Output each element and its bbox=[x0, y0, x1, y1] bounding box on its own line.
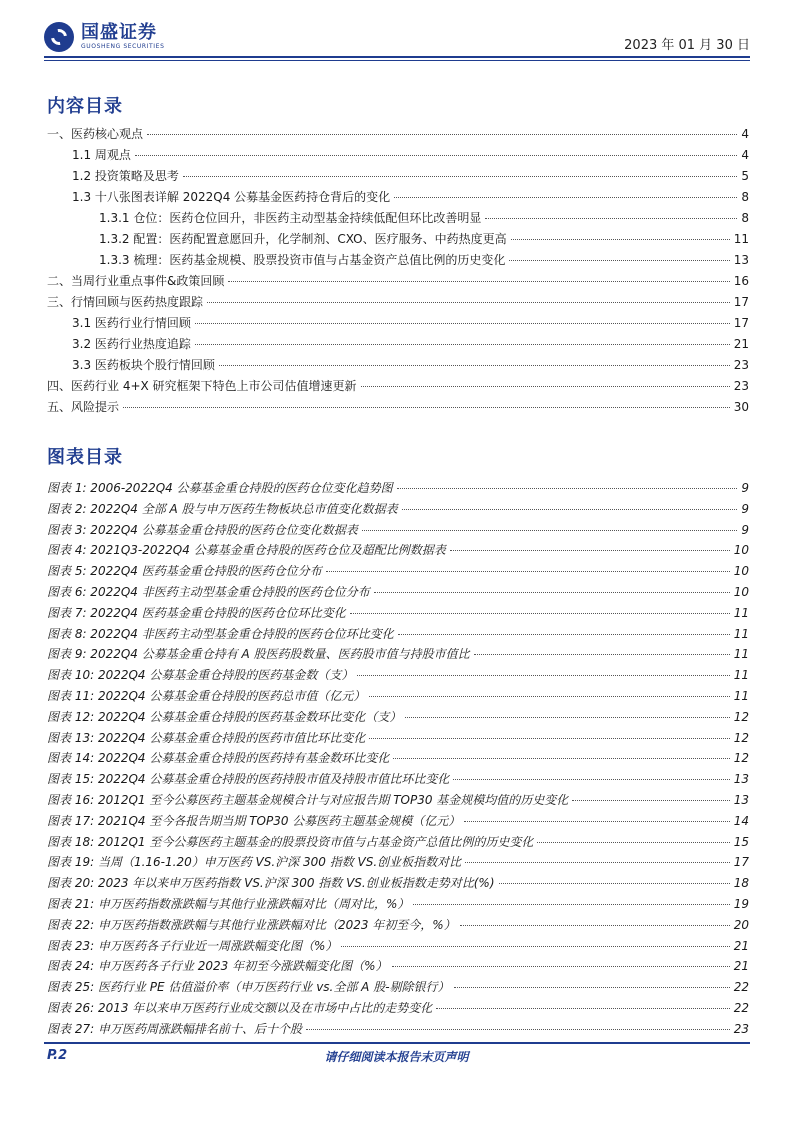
contents-entry-page: 13 bbox=[733, 253, 749, 267]
dot-leader bbox=[219, 365, 730, 366]
logo-icon bbox=[44, 22, 74, 52]
dot-leader bbox=[499, 883, 730, 884]
figure-entry[interactable] bbox=[47, 769, 749, 790]
dot-leader bbox=[147, 134, 737, 135]
company-logo bbox=[44, 22, 164, 52]
footer-rule bbox=[44, 1042, 750, 1044]
figure-entry-page: 23 bbox=[733, 1021, 749, 1036]
dot-leader bbox=[465, 862, 730, 863]
figure-entry-text: 图表 18: 2012Q1 至今公募医药主题基金的股票投资市值与占基金资产总值比例的历史变化 bbox=[47, 832, 535, 853]
figure-entry-page: 22 bbox=[733, 980, 749, 995]
dot-leader bbox=[135, 155, 737, 156]
contents-entry-text: 1.2 投资策略及思考 bbox=[72, 166, 181, 187]
contents-entry[interactable] bbox=[47, 187, 749, 208]
figure-entry-page: 11 bbox=[733, 626, 749, 641]
figure-entry[interactable] bbox=[47, 686, 749, 707]
figure-entry-page: 10 bbox=[733, 543, 749, 558]
report-date: 2023 年 01 月 30 日 bbox=[624, 38, 750, 53]
figure-entry[interactable] bbox=[47, 790, 749, 811]
contents-entry[interactable] bbox=[47, 166, 749, 187]
figure-entry-page: 11 bbox=[733, 605, 749, 620]
dot-leader bbox=[474, 654, 730, 655]
contents-entry-text: 1.3.1 仓位：医药仓位回升，非医药主动型基金持续低配但环比改善明显 bbox=[99, 208, 483, 229]
figure-entry[interactable] bbox=[47, 956, 749, 977]
disclaimer-text: 请仔细阅读本报告末页声明 bbox=[324, 1050, 469, 1064]
contents-entry-text: 五、风险提示 bbox=[47, 397, 121, 418]
figure-entry-page: 10 bbox=[733, 584, 749, 599]
page-number: P.2 bbox=[47, 1048, 68, 1063]
figure-entry-text: 图表 22: 申万医药指数涨跌幅与其他行业涨跌幅对比（2023 年初至今，%） bbox=[47, 915, 458, 936]
figure-entry[interactable] bbox=[47, 873, 749, 894]
contents-entry[interactable] bbox=[47, 292, 749, 313]
contents-entry[interactable] bbox=[47, 376, 749, 397]
contents-list bbox=[47, 124, 749, 418]
contents-entry-text: 3.3 医药板块个股行情回顾 bbox=[72, 355, 217, 376]
figure-entry[interactable] bbox=[47, 499, 749, 520]
figure-entry-page: 18 bbox=[733, 876, 749, 891]
figure-entry[interactable] bbox=[47, 665, 749, 686]
logo-name-cn: 国盛证券 bbox=[81, 22, 157, 43]
figure-entry-text: 图表 17: 2021Q4 至今各报告期当期 TOP30 公募医药主题基金规模（亿元） bbox=[47, 811, 462, 832]
dot-leader bbox=[361, 386, 730, 387]
figure-entry-page: 11 bbox=[733, 688, 749, 703]
figure-entry-page: 17 bbox=[733, 855, 749, 870]
dot-leader bbox=[392, 966, 730, 967]
contents-entry-page: 23 bbox=[733, 379, 749, 393]
dot-leader bbox=[460, 925, 730, 926]
figure-entry[interactable] bbox=[47, 1019, 749, 1040]
figure-entry-page: 12 bbox=[733, 730, 749, 745]
figure-entry-text: 图表 4: 2021Q3-2022Q4 公募基金重仓持股的医药仓位及超配比例数据表 bbox=[47, 540, 448, 561]
contents-entry-page: 23 bbox=[733, 358, 749, 372]
dot-leader bbox=[183, 176, 737, 177]
contents-entry-page: 8 bbox=[741, 211, 749, 225]
figure-entry[interactable] bbox=[47, 644, 749, 665]
figure-entry-text: 图表 12: 2022Q4 公募基金重仓持股的医药基金数环比变化（支） bbox=[47, 707, 403, 728]
figure-entry-page: 21 bbox=[733, 959, 749, 974]
figure-entry-text: 图表 15: 2022Q4 公募基金重仓持股的医药持股市值及持股市值比环比变化 bbox=[47, 769, 451, 790]
contents-entry-page: 4 bbox=[741, 148, 749, 162]
figure-entry-text: 图表 10: 2022Q4 公募基金重仓持股的医药基金数（支） bbox=[47, 665, 355, 686]
figure-entry-text: 图表 21: 申万医药指数涨跌幅与其他行业涨跌幅对比（周对比，%） bbox=[47, 894, 411, 915]
figure-entry[interactable] bbox=[47, 540, 749, 561]
contents-entry-text: 3.2 医药行业热度追踪 bbox=[72, 334, 193, 355]
dot-leader bbox=[397, 488, 738, 489]
contents-entry-page: 21 bbox=[733, 337, 749, 351]
figure-entry[interactable] bbox=[47, 748, 749, 769]
figure-entry-text: 图表 16: 2012Q1 至今公募医药主题基金规模合计与对应报告期 TOP30 基金规模均值的历史变化 bbox=[47, 790, 570, 811]
dot-leader bbox=[195, 344, 730, 345]
header-rule-thin bbox=[44, 60, 750, 61]
contents-entry[interactable] bbox=[47, 229, 749, 250]
dot-leader bbox=[357, 675, 729, 676]
figure-entry-page: 13 bbox=[733, 772, 749, 787]
figure-entry-text: 图表 26: 2013 年以来申万医药行业成交额以及在市场中占比的走势变化 bbox=[47, 998, 434, 1019]
contents-entry-text: 1.3.3 梳理：医药基金规模、股票投资市值与占基金资产总值比例的历史变化 bbox=[99, 250, 507, 271]
figure-entry-text: 图表 13: 2022Q4 公募基金重仓持股的医药市值比环比变化 bbox=[47, 728, 367, 749]
figure-entry-page: 13 bbox=[733, 792, 749, 807]
figure-entry-text: 图表 20: 2023 年以来申万医药指数 VS.沪深 300 指数 VS.创业板指数走势对比(%) bbox=[47, 873, 497, 894]
dot-leader bbox=[398, 634, 730, 635]
dot-leader bbox=[464, 821, 729, 822]
figure-entry[interactable] bbox=[47, 977, 749, 998]
figure-entry-text: 图表 25: 医药行业 PE 估值溢价率（申万医药行业 vs.全部 A 股-剔除银行） bbox=[47, 977, 452, 998]
figure-entry-page: 12 bbox=[733, 709, 749, 724]
figure-entry-text: 图表 23: 申万医药各子行业近一周涨跌幅变化图（%） bbox=[47, 936, 339, 957]
contents-entry[interactable] bbox=[47, 355, 749, 376]
logo-name-en: GUOSHENG SECURITIES bbox=[81, 43, 165, 50]
contents-entry-text: 1.1 周观点 bbox=[72, 145, 133, 166]
figures-title: 图表目录 bbox=[47, 447, 123, 468]
contents-entry[interactable] bbox=[47, 124, 749, 145]
figure-entry-text: 图表 7: 2022Q4 医药基金重仓持股的医药仓位环比变化 bbox=[47, 603, 348, 624]
figure-entry-text: 图表 1: 2006-2022Q4 公募基金重仓持股的医药仓位变化趋势图 bbox=[47, 478, 395, 499]
figure-entry-text: 图表 27: 申万医药周涨跌幅排名前十、后十个股 bbox=[47, 1019, 304, 1040]
contents-entry-text: 3.1 医药行业行情回顾 bbox=[72, 313, 193, 334]
dot-leader bbox=[511, 239, 730, 240]
figure-entry-page: 20 bbox=[733, 917, 749, 932]
figure-entry[interactable] bbox=[47, 707, 749, 728]
figure-entry[interactable] bbox=[47, 936, 749, 957]
figure-entry[interactable] bbox=[47, 582, 749, 603]
dot-leader bbox=[393, 758, 729, 759]
dot-leader bbox=[228, 281, 729, 282]
figure-entry-text: 图表 9: 2022Q4 公募基金重仓持有 A 股医药股数量、医药股市值与持股市值比 bbox=[47, 644, 472, 665]
figure-entry-page: 9 bbox=[741, 522, 749, 537]
dot-leader bbox=[405, 717, 729, 718]
contents-entry-page: 4 bbox=[741, 127, 749, 141]
dot-leader bbox=[374, 592, 730, 593]
dot-leader bbox=[402, 509, 738, 510]
figure-entry[interactable] bbox=[47, 561, 749, 582]
figure-entry-text: 图表 6: 2022Q4 非医药主动型基金重仓持股的医药仓位分布 bbox=[47, 582, 372, 603]
contents-entry[interactable] bbox=[47, 397, 749, 418]
dot-leader bbox=[369, 696, 729, 697]
dot-leader bbox=[123, 407, 730, 408]
contents-title: 内容目录 bbox=[47, 96, 123, 117]
contents-entry-text: 二、当周行业重点事件&政策回顾 bbox=[47, 271, 226, 292]
contents-entry-text: 1.3 十八张图表详解 2022Q4 公募基金医药持仓背后的变化 bbox=[72, 187, 392, 208]
figure-entry-page: 9 bbox=[741, 481, 749, 495]
contents-entry[interactable] bbox=[47, 250, 749, 271]
dot-leader bbox=[306, 1029, 730, 1030]
contents-entry-page: 17 bbox=[733, 316, 749, 330]
figure-entry-text: 图表 8: 2022Q4 非医药主动型基金重仓持股的医药仓位环比变化 bbox=[47, 624, 396, 645]
contents-entry-page: 11 bbox=[733, 232, 749, 246]
contents-entry-page: 5 bbox=[741, 169, 749, 183]
contents-entry-text: 一、医药核心观点 bbox=[47, 124, 145, 145]
figure-entry-page: 9 bbox=[741, 501, 749, 516]
header-rule-thick bbox=[44, 56, 750, 58]
contents-entry-page: 8 bbox=[741, 190, 749, 204]
dot-leader bbox=[454, 987, 730, 988]
dot-leader bbox=[413, 904, 729, 905]
figure-entry-text: 图表 2: 2022Q4 全部 A 股与申万医药生物板块总市值变化数据表 bbox=[47, 499, 400, 520]
contents-entry[interactable] bbox=[47, 313, 749, 334]
figure-entry-page: 14 bbox=[733, 813, 749, 828]
figure-entry[interactable] bbox=[47, 728, 749, 749]
dot-leader bbox=[453, 779, 729, 780]
contents-entry[interactable] bbox=[47, 208, 749, 229]
figure-entry[interactable] bbox=[47, 915, 749, 936]
dot-leader bbox=[537, 842, 729, 843]
contents-entry-text: 1.3.2 配置：医药配置意愿回升，化学制剂、CXO、医疗服务、中药热度更高 bbox=[99, 229, 509, 250]
dot-leader bbox=[207, 302, 730, 303]
figure-entry-page: 22 bbox=[733, 1000, 749, 1015]
dot-leader bbox=[350, 613, 730, 614]
dot-leader bbox=[369, 738, 729, 739]
figure-entry-text: 图表 5: 2022Q4 医药基金重仓持股的医药仓位分布 bbox=[47, 561, 324, 582]
dot-leader bbox=[572, 800, 729, 801]
figure-entry-text: 图表 24: 申万医药各子行业 2023 年初至今涨跌幅变化图（%） bbox=[47, 956, 390, 977]
contents-entry-text: 三、行情回顾与医药热度跟踪 bbox=[47, 292, 205, 313]
dot-leader bbox=[326, 571, 730, 572]
figure-entry-text: 图表 11: 2022Q4 公募基金重仓持股的医药总市值（亿元） bbox=[47, 686, 367, 707]
figure-entry[interactable] bbox=[47, 478, 749, 499]
dot-leader bbox=[394, 197, 737, 198]
contents-entry[interactable] bbox=[47, 271, 749, 292]
figure-entry-text: 图表 19: 当周（1.16-1.20）申万医药 VS.沪深 300 指数 VS.创业板指数对比 bbox=[47, 852, 463, 873]
figure-entry-page: 11 bbox=[733, 668, 749, 683]
contents-entry-text: 四、医药行业 4+X 研究框架下特色上市公司估值增速更新 bbox=[47, 376, 359, 397]
figure-entry[interactable] bbox=[47, 894, 749, 915]
contents-entry[interactable] bbox=[47, 334, 749, 355]
dot-leader bbox=[485, 218, 737, 219]
figure-entry[interactable] bbox=[47, 852, 749, 873]
figures-list bbox=[47, 478, 749, 1040]
figure-entry[interactable] bbox=[47, 832, 749, 853]
dot-leader bbox=[436, 1008, 729, 1009]
figure-entry-page: 15 bbox=[733, 834, 749, 849]
figure-entry-page: 12 bbox=[733, 751, 749, 766]
contents-entry-page: 30 bbox=[733, 400, 749, 414]
dot-leader bbox=[509, 260, 729, 261]
dot-leader bbox=[362, 530, 738, 531]
figure-entry-page: 19 bbox=[733, 896, 749, 911]
figure-entry[interactable] bbox=[47, 603, 749, 624]
contents-entry-page: 17 bbox=[733, 295, 749, 309]
figure-entry-page: 11 bbox=[733, 647, 749, 662]
figure-entry-page: 21 bbox=[733, 938, 749, 953]
dot-leader bbox=[341, 946, 729, 947]
contents-entry-page: 16 bbox=[733, 274, 749, 288]
figure-entry[interactable] bbox=[47, 998, 749, 1019]
dot-leader bbox=[450, 550, 730, 551]
figure-entry[interactable] bbox=[47, 811, 749, 832]
figure-entry-text: 图表 14: 2022Q4 公募基金重仓持股的医药持有基金数环比变化 bbox=[47, 748, 391, 769]
figure-entry-page: 10 bbox=[733, 564, 749, 579]
figure-entry[interactable] bbox=[47, 624, 749, 645]
contents-entry[interactable] bbox=[47, 145, 749, 166]
dot-leader bbox=[195, 323, 730, 324]
figure-entry-text: 图表 3: 2022Q4 公募基金重仓持股的医药仓位变化数据表 bbox=[47, 520, 360, 541]
figure-entry[interactable] bbox=[47, 520, 749, 541]
